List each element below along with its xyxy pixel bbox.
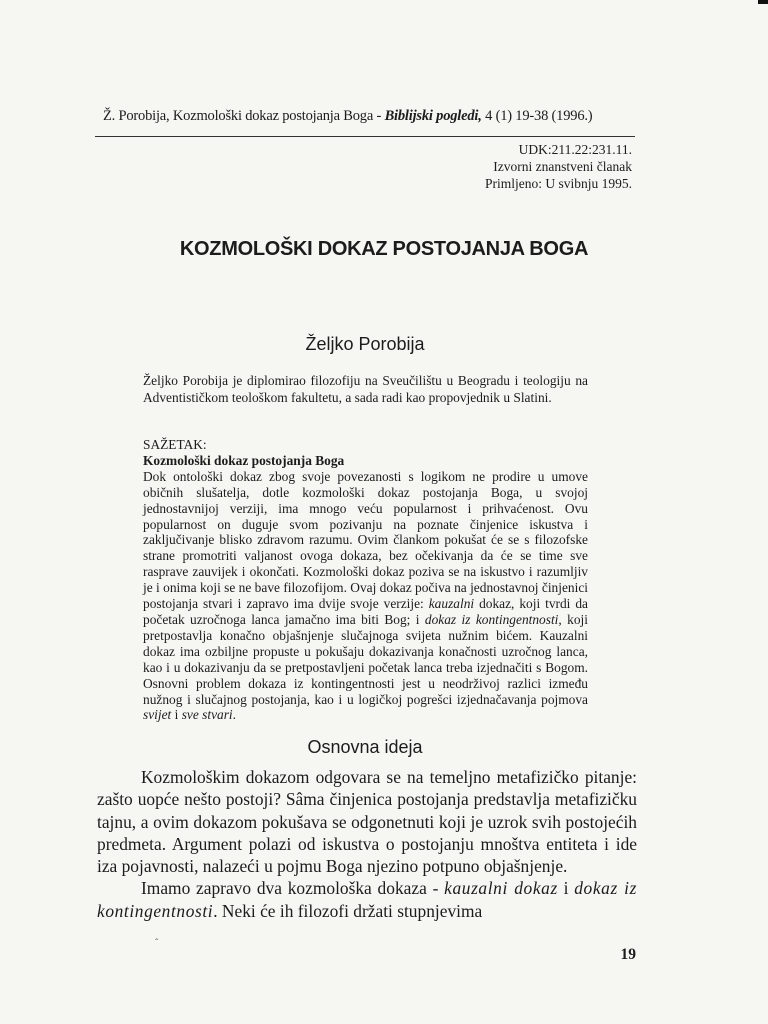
citation-prefix: Ž. Porobija, Kozmološki dokaz postojanja Boga - (103, 108, 385, 124)
header-rule (95, 136, 635, 137)
p2-term-kontingentnost: dokaz iz kontingentnosti (97, 878, 637, 921)
abstract-label: SAŽETAK: (143, 437, 207, 452)
journal-name: Biblijski pogledi, (384, 108, 482, 124)
body-paragraph-1: Kozmološkim dokazom odgovara se na temeljno metafizičko pitanje: zašto uopće nešto postoji? Sâma činjenica postojanja predstavlja metafizičku tajnu, a ovim dokazom pokušava se odgonetnuti koji je uzrok svih postojećih predmeta. Argument polazi od iskustva o postojanju mnoštva entiteta i ide iza pojavnosti, nalazeći u pojmu Boga njezino potpuno objašnjenje. (97, 767, 637, 877)
running-head-citation (103, 108, 643, 125)
p2-text-c: . Neki će ih filozofi držati stupnjevima (213, 900, 483, 921)
abstract-term-kontingentnost: dokaz iz kontingentnosti (424, 611, 559, 627)
p2-text-b: i (557, 878, 575, 899)
scan-speck-mark: ˆ (155, 938, 159, 949)
abstract-term-kauzalni: kauzalni (428, 596, 475, 612)
abstract (143, 437, 588, 723)
abstract-term-sve-stvari: sve stvari (181, 707, 233, 723)
scan-corner-mark (758, 0, 768, 4)
body-paragraph-2 (97, 877, 637, 922)
received-date: Primljeno: U svibnju 1995. (484, 176, 632, 191)
page-number: 19 (620, 946, 636, 963)
abstract-title: Kozmološki dokaz postojanja Boga (143, 452, 345, 468)
abstract-term-svijet: svijet (143, 707, 172, 723)
abstract-text-5: . (232, 707, 236, 723)
citation-suffix: 4 (1) 19-38 (1996.) (481, 108, 593, 124)
author-bio: Željko Porobija je diplomirao filozofiju na Sveučilištu u Beogradu i teologiju na Adventističkom teološkom fakultetu, a sada radi kao propovjednik u Slatini. (143, 373, 588, 405)
udk-code: UDK:211.22:231.11. (518, 142, 632, 157)
p2-term-kauzalni: kauzalni dokaz (444, 878, 558, 899)
abstract-text-2: dokaz, koji tvrdi da početak uzročnoga lanca jamačno ima biti Bog; i (143, 596, 588, 627)
author-name: Željko Porobija (305, 334, 425, 354)
article-type: Izvorni znanstveni članak (493, 159, 632, 174)
article-title: KOZMOLOŠKI DOKAZ POSTOJANJA BOGA (179, 238, 589, 260)
p2-text-a: Imamo zapravo dva kozmološka dokaza - (141, 878, 445, 899)
section-heading: Osnovna ideja (307, 737, 423, 757)
body-text (97, 766, 637, 922)
abstract-text-1: Dok ontološki dokaz zbog svoje povezanosti s logikom ne prodire u umove običnih slušatelja, dotle kozmološki dokaz postojanja Boga, u svojoj jednostavnijoj verziji, ima mnogo veću popularnost i prihvaćenost. Ovu popularnost on duguje svom pozivanju na poznate činjenice iskustva i zaključivanje blisko zdravom razumu. Ovim člankom pokušat će se s filozofske strane promotriti valjanost ovoga dokaza, bez očekivanja da će se time sve rasprave zauvijek i okončati. Kozmološki dokaz poziva se na iskustvo i razumljiv je i onima koji se ne bave filozofijom. Ovaj dokaz počiva na jednostavnoj činjenici postojanja stvari i zapravo ima dvije svoje verzije: (143, 468, 588, 612)
abstract-text-3: , koji pretpostavlja konačno objašnjenje slučajnoga svijeta nužnim bićem. Kauzalni dokaz ima ozbiljne propuste u pokušaju dokazivanja konačnosti uzročnog lanca, kao i u dokazivanju da se pretpostavljeni početak lanca treba izjednačiti s Bogom. Osnovni problem dokaza iz kontingentnosti jest u neodrživoj razlici između nužnog i slučajnog postojanja, kao i u logičkoj pogrešci izjednačavanja pojmova (143, 611, 588, 707)
article-meta (485, 141, 632, 192)
abstract-text-4: i (171, 707, 182, 723)
